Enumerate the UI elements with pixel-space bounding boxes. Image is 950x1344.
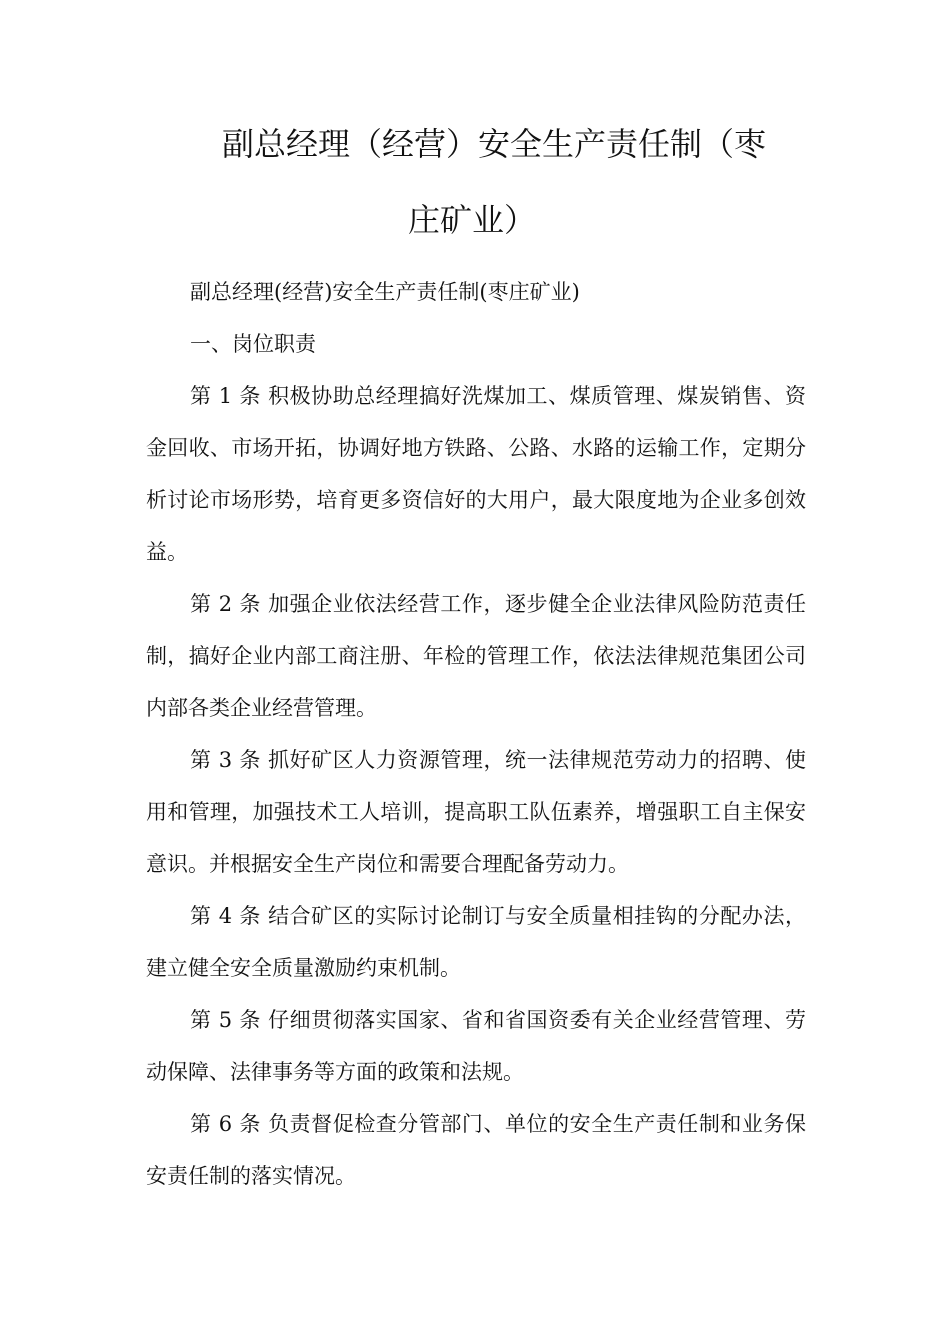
article-2: 第 2 条 加强企业依法经营工作，逐步健全企业法律风险防范责任制，搞好企业内部工商注册、年检的管理工作，依法法律规范集团公司内部各类企业经营管理。: [146, 592, 806, 720]
article-6: 第 6 条 负责督促检查分管部门、单位的安全生产责任制和业务保安责任制的落实情况。: [146, 1112, 806, 1188]
article-1: 第 1 条 积极协助总经理搞好洗煤加工、煤质管理、煤炭销售、资金回收、市场开拓，协调好地方铁路、公路、水路的运输工作，定期分析讨论市场形势，培育更多资信好的大用户，最大限度地为企业多创效益。: [146, 384, 806, 564]
article-5: 第 5 条 仔细贯彻落实国家、省和省国资委有关企业经营管理、劳动保障、法律事务等方面的政策和法规。: [146, 1008, 806, 1084]
document-title-line-2: 庄矿业）: [408, 201, 537, 239]
section-heading: 一、岗位职责: [190, 332, 316, 356]
document-title-line-1: 副总经理（经营）安全生产责任制（枣: [222, 125, 767, 163]
article-3: 第 3 条 抓好矿区人力资源管理，统一法律规范劳动力的招聘、使用和管理，加强技术工人培训，提高职工队伍素养，增强职工自主保安意识。并根据安全生产岗位和需要合理配备劳动力。: [146, 748, 806, 876]
article-4: 第 4 条 结合矿区的实际讨论制订与安全质量相挂钩的分配办法，建立健全安全质量激励约束机制。: [146, 904, 806, 980]
document-subtitle: 副总经理(经营)安全生产责任制(枣庄矿业): [190, 280, 580, 304]
